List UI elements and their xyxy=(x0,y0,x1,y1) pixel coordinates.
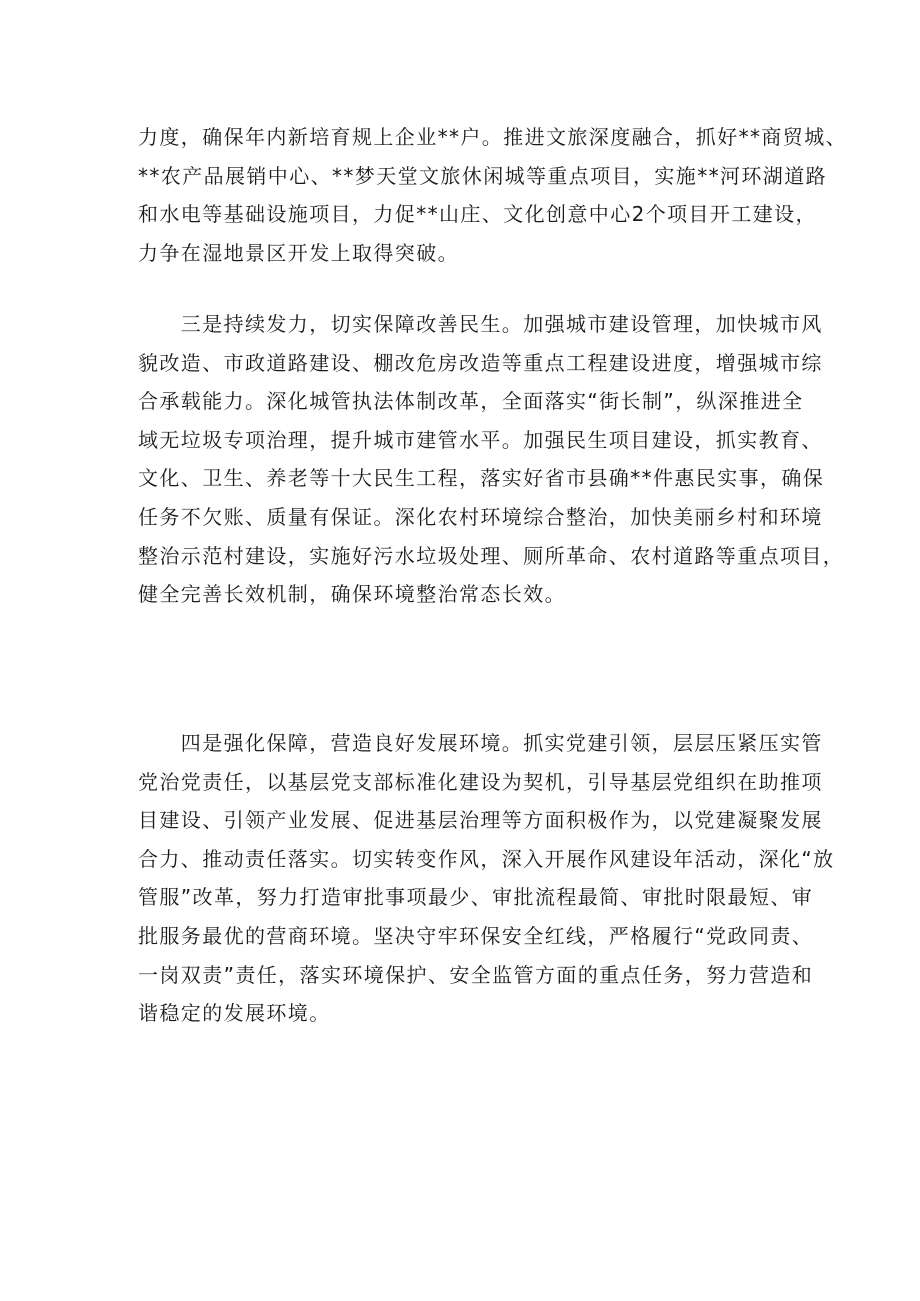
text-line: 任务不欠账、质量有保证。深化农村环境综合整治，加快美丽乡村和环境 xyxy=(138,504,823,529)
text-line: 文化、卫生、养老等十大民生工程，落实好省市县确**件惠民实事，确保 xyxy=(138,466,825,491)
paragraph-environment xyxy=(138,724,835,1033)
text-line: 整治示范村建设，实施好污水垃圾处理、厕所革命、农村道路等重点项目， xyxy=(138,543,845,568)
text-line: **农产品展销中心、**梦天堂文旅休闲城等重点项目，实施**河环湖道路 xyxy=(138,163,827,188)
paragraph-continuation xyxy=(138,118,847,272)
text-line: 合承载能力。深化城管执法体制改革，全面落实“街长制”，纵深推进全 xyxy=(138,389,804,414)
text-line: 合力、推动责任落实。切实转变作风，深入开展作风建设年活动，深化“放 xyxy=(138,846,835,871)
text-line: 力度，确保年内新培育规上企业**户。推进文旅深度融合，抓好**商贸城、 xyxy=(138,125,847,149)
text-line: 批服务最优的营商环境。坚决守牢环保安全红线，严格履行“党政同责、 xyxy=(138,923,814,948)
text-line: 健全完善长效机制，确保环境整治常态长效。 xyxy=(138,582,566,607)
text-line: 三是持续发力，切实保障改善民生。加强城市建设管理，加快城市风 xyxy=(138,312,823,336)
text-line: 四是强化保障，营造良好发展环境。抓实党建引领，层层压紧压实管 xyxy=(138,731,823,755)
text-line: 貌改造、市政道路建设、棚改危房改造等重点工程建设进度，增强城市综 xyxy=(138,350,823,375)
text-line: 管服”改革，努力打造审批事项最少、审批流程最简、审批时限最短、审 xyxy=(138,885,814,910)
text-line: 谐稳定的发展环境。 xyxy=(138,1001,331,1026)
text-line: 一岗双责”责任，落实环境保护、安全监管方面的重点任务，努力营造和 xyxy=(138,962,814,987)
text-line: 和水电等基础设施项目，力促**山庄、文化创意中心2个项目开工建设， xyxy=(138,202,817,227)
text-line: 目建设、引领产业发展、促进基层治理等方面积极作为，以党建凝聚发展 xyxy=(138,808,823,833)
text-line: 力争在湿地景区开发上取得突破。 xyxy=(138,240,459,265)
text-line: 党治党责任，以基层党支部标准化建设为契机，引导基层党组织在助推项 xyxy=(138,769,823,794)
text-line: 域无垃圾专项治理，提升城市建管水平。加强民生项目建设，抓实教育、 xyxy=(138,427,823,452)
paragraph-livelihood xyxy=(138,305,845,614)
